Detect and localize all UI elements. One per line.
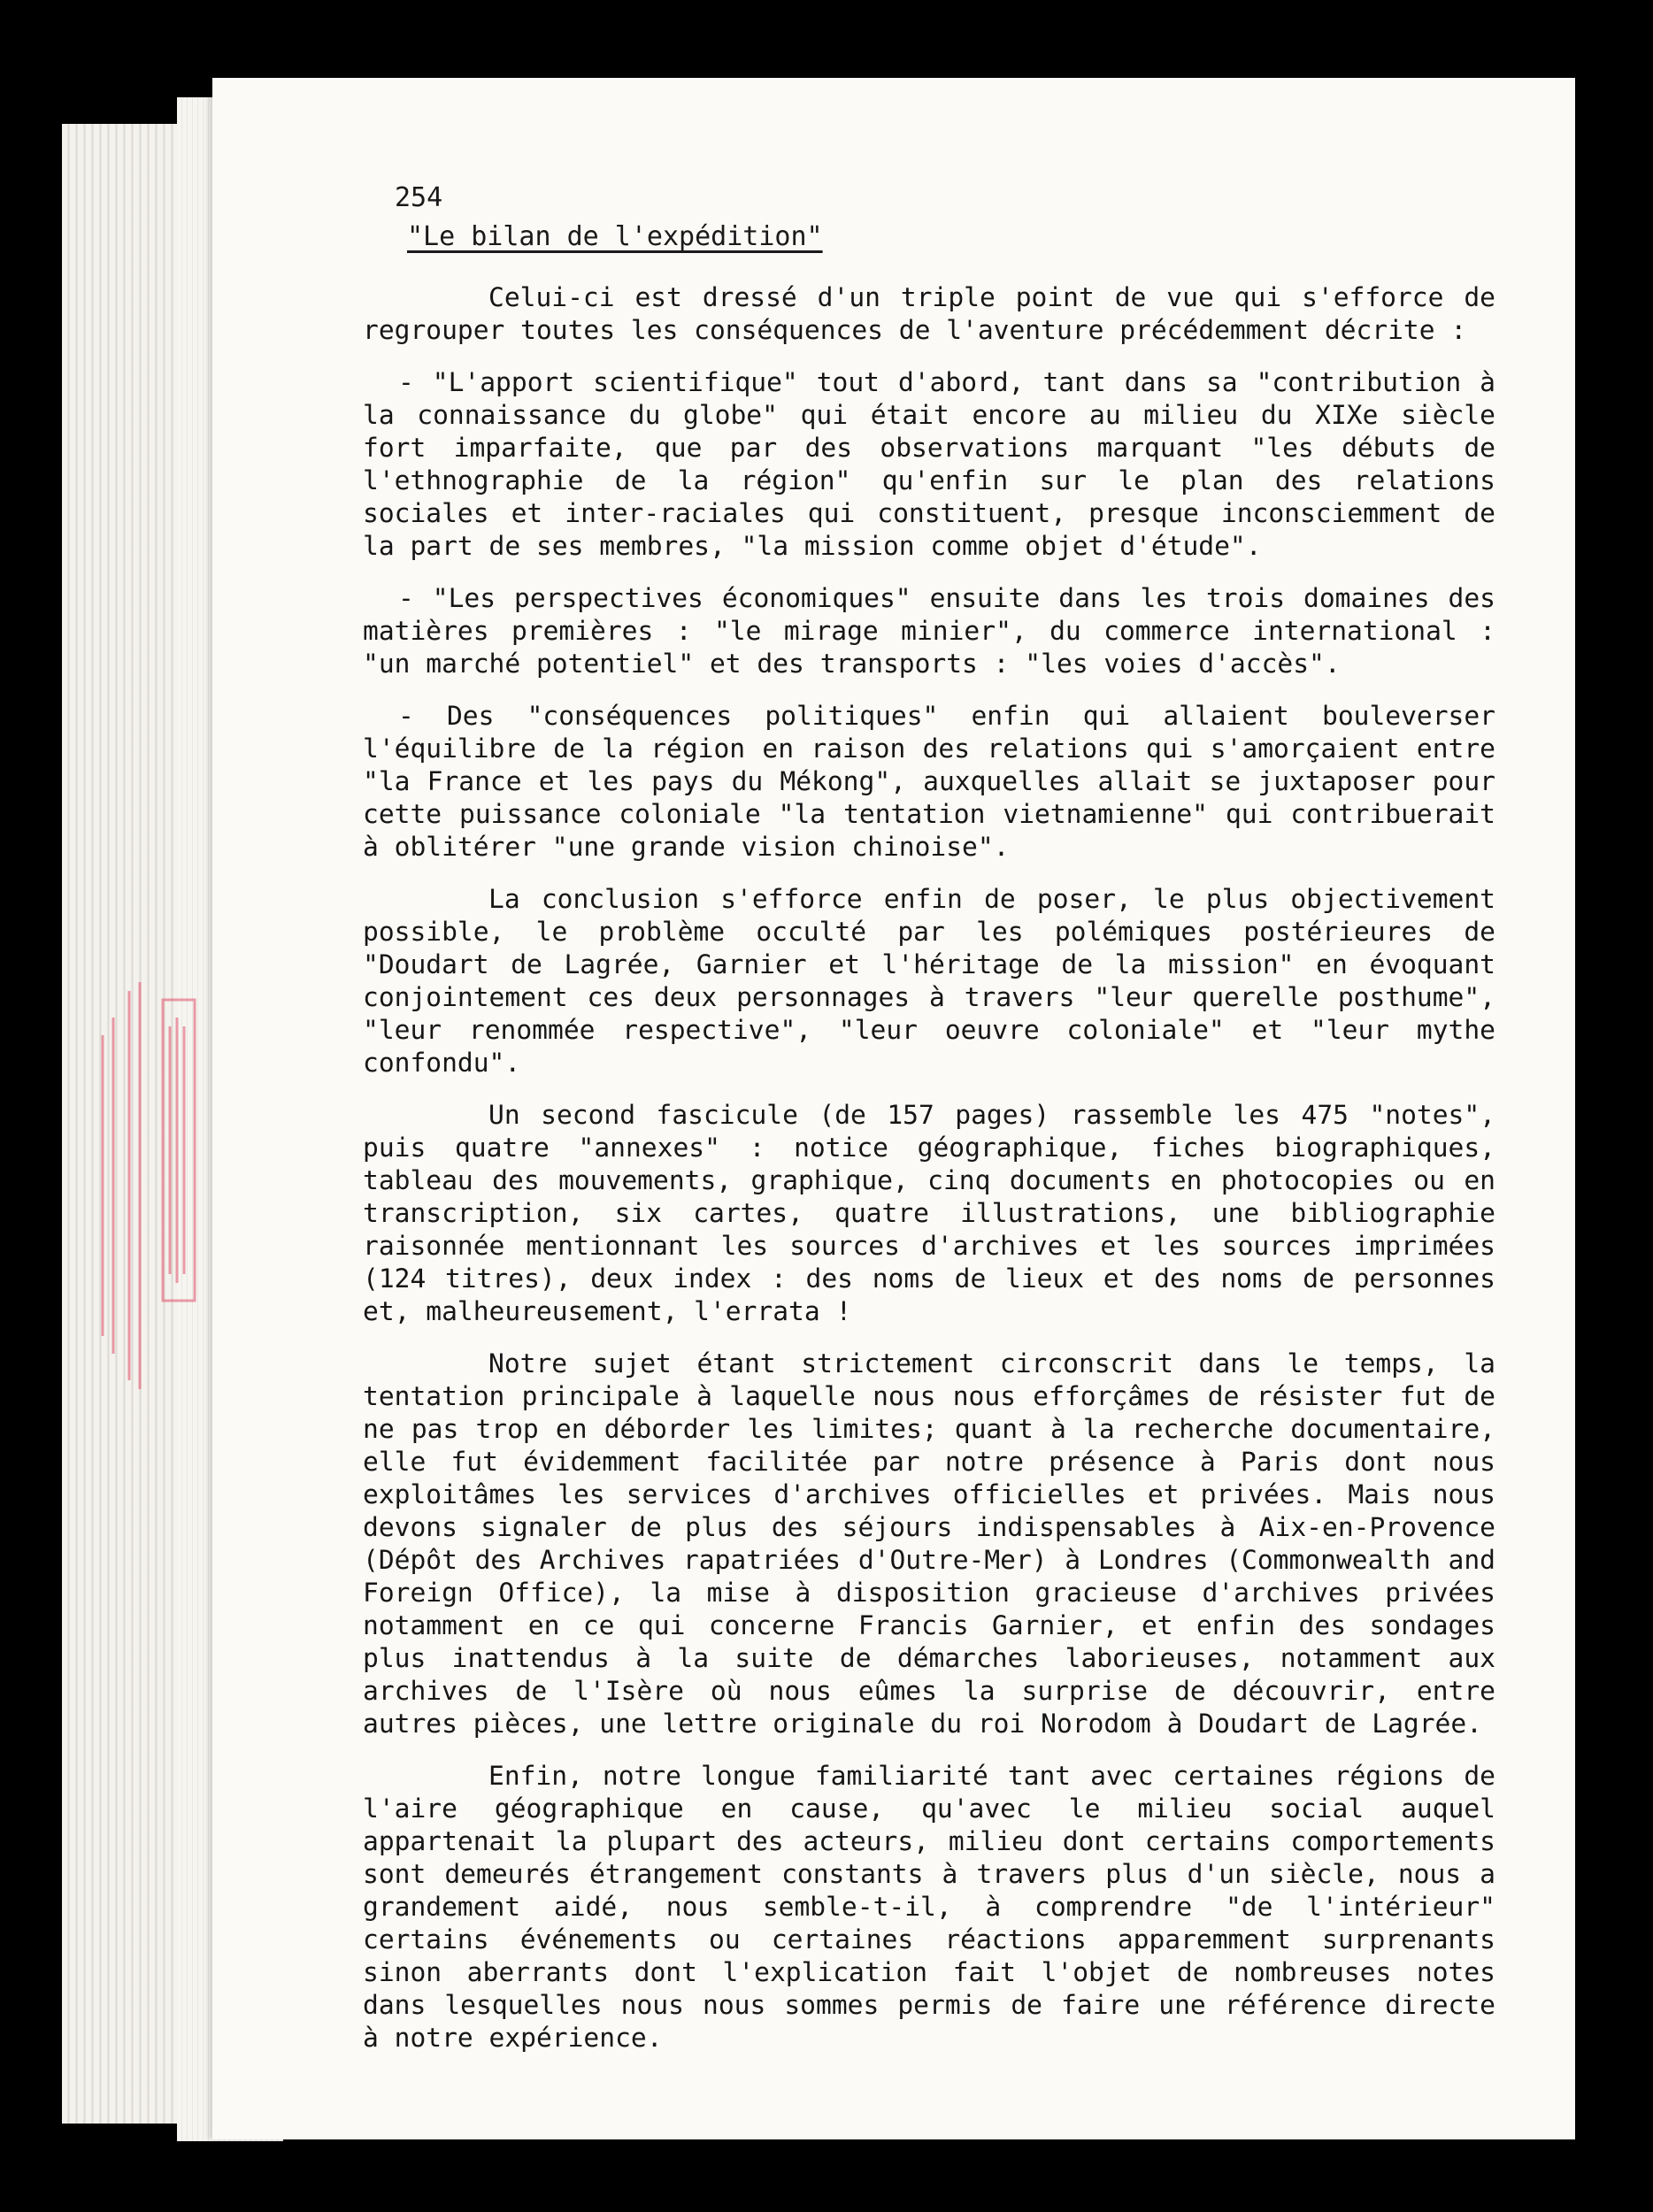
paragraph-sujet: Notre sujet étant strictement circonscrit dans le temps, la tentation principale à laquelle nous nous efforçâmes de résister fut de ne pas trop en déborder les limites; quant à la recherche documentaire, elle fut évidemment facilitée par notre présence à Paris dont nous exploitâmes les services d'archives officielles et privées. Mais nous devons signaler de plus des séjours indispensables à Aix-en-Provence (Dépôt des Archives rapatriées d'Outre-Mer) à Londres (Commonwealth and Foreign Office), la mise à disposition gracieuse d'archives privées notamment en ce qui concerne Francis Garnier, et enfin des sondages plus inattendus à la suite de démarches laborieuses, notamment aux archives de l'Isère où nous eûmes la surprise de découvrir, entre autres pièces, une lettre originale du roi Norodom à Doudart de Lagrée. <box>363 1348 1495 1739</box>
section-title: "Le bilan de l'expédition" <box>407 221 823 252</box>
paragraph-apport-scientifique: - "L'apport scientifique" tout d'abord, tant dans sa "contribution à la connaissance du globe" qui était encore au milieu du XIXe siècle fort imparfaite, que par des observations marquant "les débuts de l'ethnographie de la région" qu'enfin sur le plan des relations sociales et inter-raciales qui constituent, presque inconsciemment de la part de ses membres, "la mission comme objet d'étude". <box>363 367 1495 561</box>
paragraph-conclusion: La conclusion s'efforce enfin de poser, le plus objectivement possible, le problème occulté par les polémiques postérieures de "Doudart de Lagrée, Garnier et l'héritage de la mission" en évoquant conjointement ces deux personnages à travers "leur querelle posthume", "leur renommée respective", "leur oeuvre coloniale" et "leur mythe confondu". <box>363 884 1495 1078</box>
paragraph-familiarite: Enfin, notre longue familiarité tant avec certaines régions de l'aire géographique en cause, qu'avec le milieu social auquel appartenait la plupart des acteurs, milieu dont certains comportements sont demeurés étrangement constants à travers plus d'un siècle, nous a grandement aidé, nous semble-t-il, à comprendre "de l'intérieur" certains événements ou certaines réactions apparemment surprenants sinon aberrants dont l'explication fait l'objet de nombreuses notes dans lesquelles nous nous sommes permis de faire une référence directe à notre expérience. <box>363 1761 1495 2053</box>
paragraph-intro: Celui-ci est dressé d'un triple point de vue qui s'efforce de regrouper toutes les conséquences de l'aventure précédemment décrite : <box>363 282 1495 345</box>
library-stamp <box>78 964 211 1425</box>
paragraph-consequences-politiques: - Des "conséquences politiques" enfin qui allaient bouleverser l'équilibre de la région en raison des relations qui s'amorçaient entre "la France et les pays du Mékong", auxquelles allait se juxtaposer pour cette puissance coloniale "la tentation vietnamienne" qui contribuerait à oblitérer "une grande vision chinoise". <box>363 701 1495 862</box>
body-text <box>363 281 1495 2055</box>
paragraph-second-fascicule: Un second fascicule (de 157 pages) rassemble les 475 "notes", puis quatre "annexes" : notice géographique, fiches biographiques, tableau des mouvements, graphique, cinq documents en photocopies ou en transcription, six cartes, quatre illustrations, une bibliographie raisonnée mentionnant les sources d'archives et les sources imprimées (124 titres), deux index : des noms de lieux et des noms de personnes et, malheureusement, l'errata ! <box>363 1100 1495 1326</box>
page-number: 254 <box>395 182 443 213</box>
paragraph-perspectives-economiques: - "Les perspectives économiques" ensuite dans les trois domaines des matières premières : "le mirage minier", du commerce international : "un marché potentiel" et des transports : "les voies d'accès". <box>363 583 1495 679</box>
document-page <box>212 78 1575 2139</box>
